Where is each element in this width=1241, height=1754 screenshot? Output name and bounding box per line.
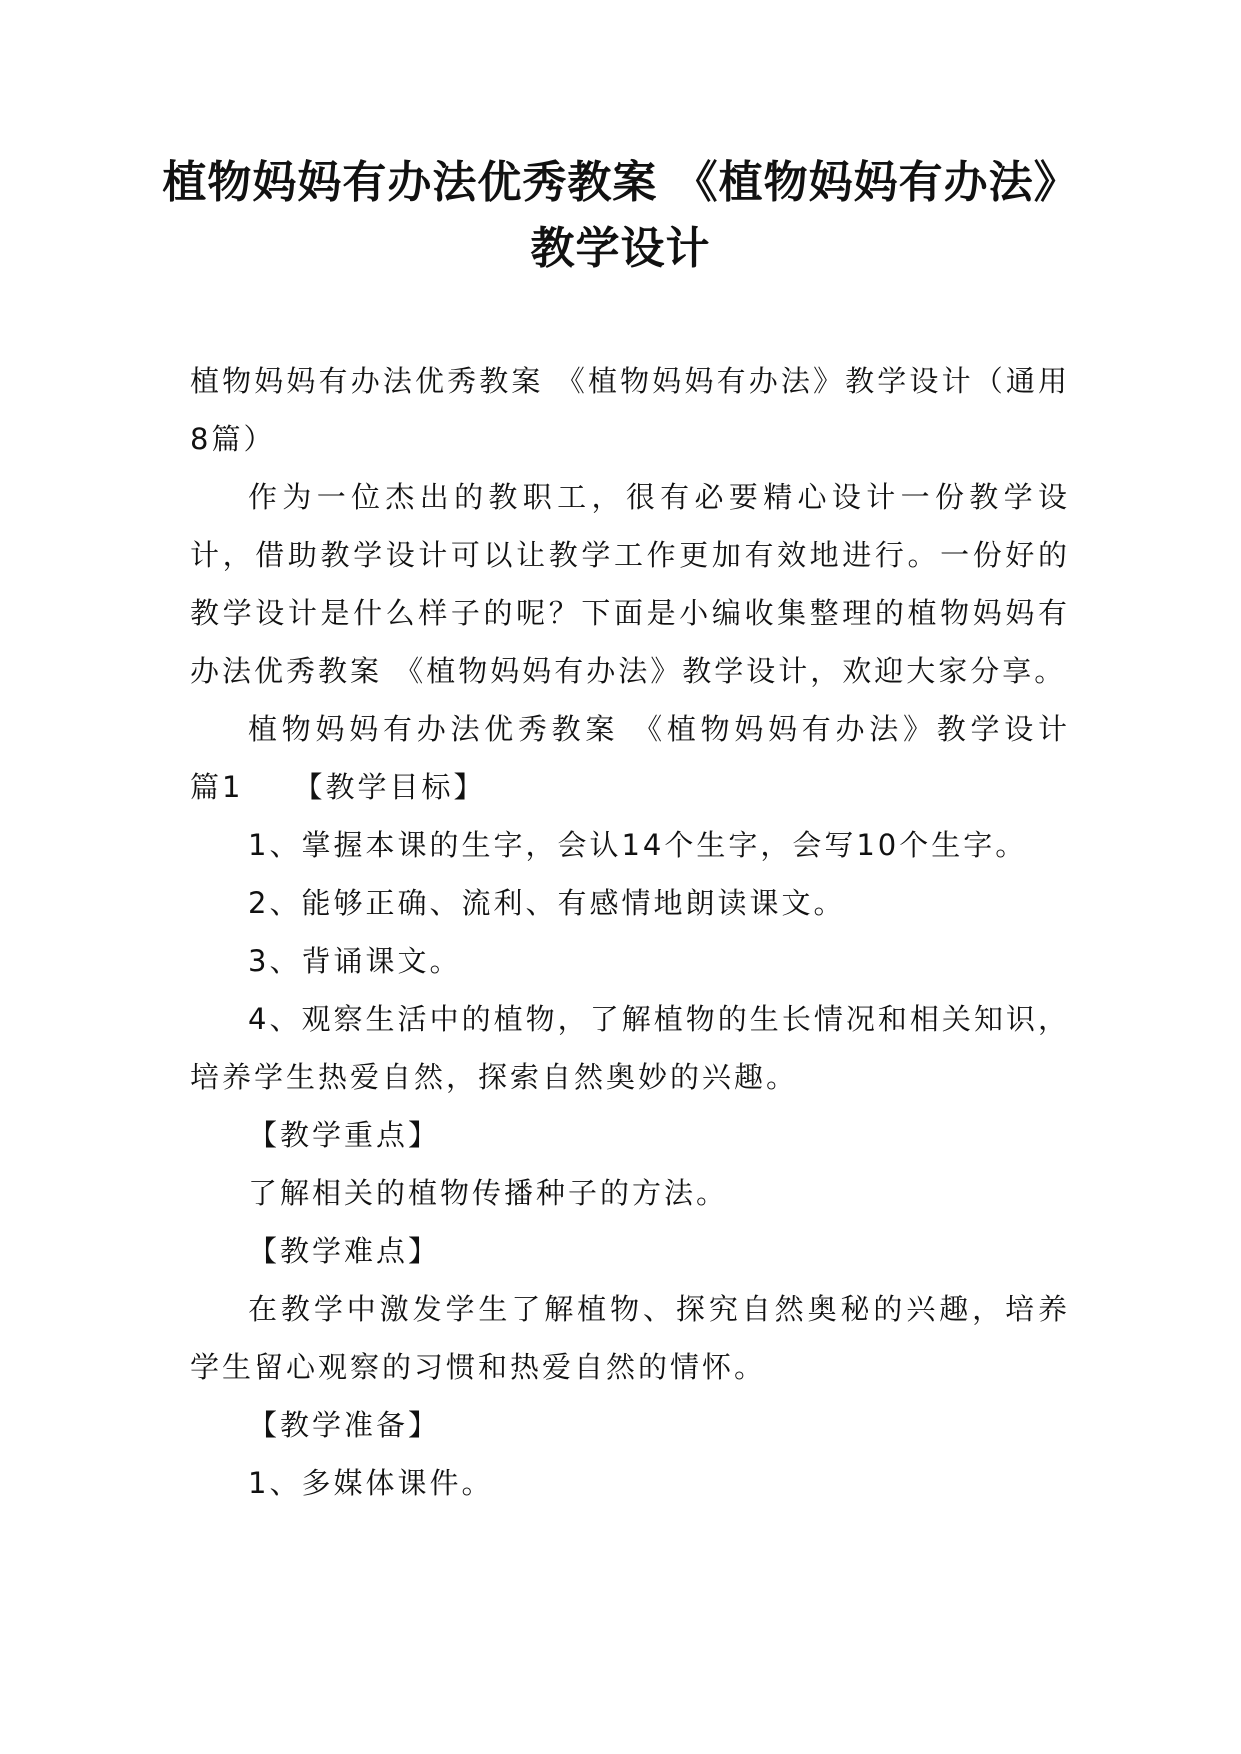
goal-item-2: 2、能够正确、流利、有感情地朗读课文。 bbox=[248, 886, 846, 920]
section-heading: 植物妈妈有办法优秀教案 《植物妈妈有办法》教学设计 篇1 bbox=[190, 712, 1070, 804]
preparation-heading: 【教学准备】 bbox=[248, 1408, 441, 1442]
intro-paragraph: 作为一位杰出的教职工，很有必要精心设计一份教学设计，借助教学设计可以让教学工作更加有效地进行。一份好的教学设计是什么样子的呢？下面是小编收集整理的植物妈妈有办法优秀教案 《植物妈妈有办法》教学设计，欢迎大家分享。 bbox=[190, 480, 1070, 688]
key-point-heading: 【教学重点】 bbox=[248, 1118, 441, 1152]
preparation-item-1: 1、多媒体课件。 bbox=[248, 1466, 494, 1500]
difficulty-text: 在教学中激发学生了解植物、探究自然奥秘的兴趣，培养学生留心观察的习惯和热爱自然的情怀。 bbox=[190, 1292, 1070, 1384]
document-body bbox=[190, 352, 1070, 1512]
goal-item-4: 4、观察生活中的植物，了解植物的生长情况和相关知识，培养学生热爱自然，探索自然奥妙的兴趣。 bbox=[190, 1002, 1070, 1094]
document-title: 植物妈妈有办法优秀教案 《植物妈妈有办法》教学设计 bbox=[162, 157, 1079, 274]
goal-heading: 【教学目标】 bbox=[293, 770, 486, 804]
difficulty-heading: 【教学难点】 bbox=[248, 1234, 441, 1268]
goal-item-3: 3、背诵课文。 bbox=[248, 944, 462, 978]
key-point-text: 了解相关的植物传播种子的方法。 bbox=[248, 1176, 729, 1210]
subtitle-paragraph: 植物妈妈有办法优秀教案 《植物妈妈有办法》教学设计（通用8篇） bbox=[190, 364, 1070, 456]
goal-item-1: 1、掌握本课的生字，会认14个生字，会写10个生字。 bbox=[248, 828, 1028, 862]
section-heading-line bbox=[190, 700, 1070, 816]
